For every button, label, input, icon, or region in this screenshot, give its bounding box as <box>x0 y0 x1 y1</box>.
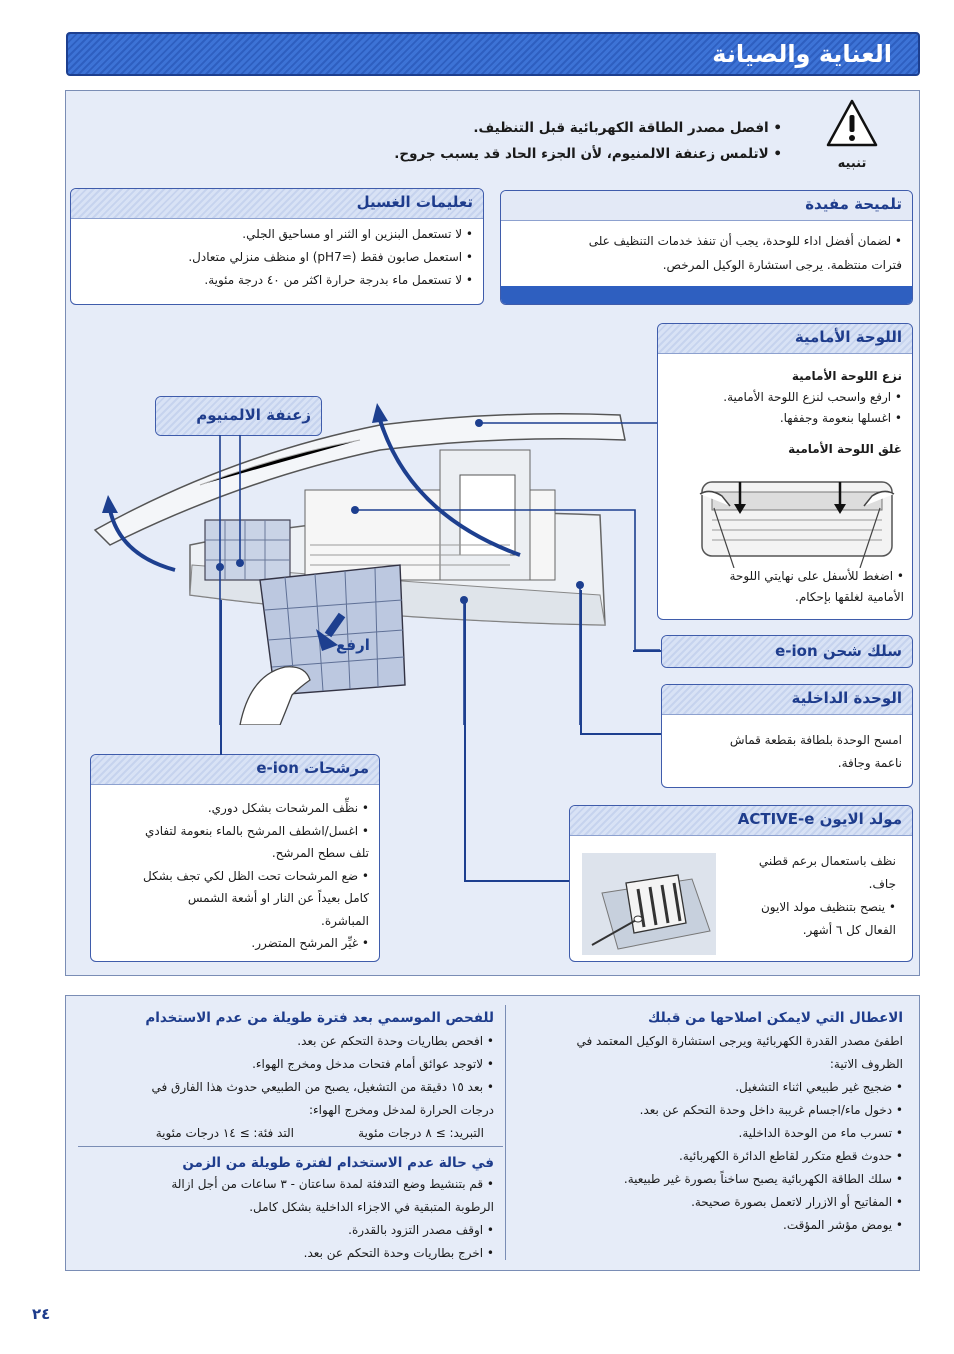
faults-line: الظروف الاتية: <box>829 1057 903 1071</box>
cooling-temp: التبريد: ≥ ٨ درجات مئوية <box>358 1126 484 1140</box>
seasonal-temps-row <box>80 1122 494 1145</box>
caution-line: • افصل مصدر الطاقة الكهربائية قبل التنظيف. <box>473 120 782 136</box>
tip-line: • لضمان أفضل اداء للوحدة، يجب أن تنفذ خدمات التنظيف على <box>588 234 902 248</box>
long-unused-line: • اخرج بطاريات وحدة التحكم عن بعد. <box>303 1246 494 1260</box>
tip-bottom-bar <box>501 286 912 304</box>
close-panel-body <box>658 564 913 608</box>
faults-line: • المفاتيح أو الازرار لاتعمل بصورة صحيحة. <box>691 1195 903 1209</box>
tip-body <box>501 221 912 277</box>
indoor-unit-box <box>661 684 913 788</box>
caution-line: • لاتلمس زعنفة الالمنيوم، لأن الجزء الحاد قد يسبب جروح. <box>394 146 782 162</box>
leader-eion-filters <box>220 600 222 755</box>
page-number: ٢٤ <box>32 1305 51 1323</box>
washing-box <box>70 188 484 305</box>
eion-filters-line: • اغسل/اشطف المرشح بالماء بنعومة لتفادي <box>144 823 369 838</box>
seasonal-section <box>80 1010 494 1145</box>
active-e-line: جاف. <box>868 877 896 891</box>
leader-active-e <box>464 880 569 882</box>
faults-line: • حدوث قطع متكرر لقاطع الدائرة الكهربائية. <box>679 1149 903 1163</box>
remove-panel-subtitle: نزع اللوحة الأمامية <box>791 369 902 383</box>
close-panel-illustration <box>694 474 900 568</box>
washing-line: • استعمل صابون فقط (≃pH7) او منظف منزلي متعادل. <box>188 250 473 264</box>
long-unused-line: الرطوبة المتبقية في الاجزاء الداخلية بشكل كامل. <box>249 1200 494 1214</box>
front-panel-body <box>658 354 912 460</box>
seasonal-line: • لاتوجد عوائق أمام فتحات مدخل ومخرج الهواء. <box>252 1057 494 1071</box>
eion-filters-title: مرشحات e-ion <box>91 755 379 785</box>
leader-end <box>220 755 222 757</box>
close-panel-subtitle: غلق اللوحة الأمامية <box>788 442 902 456</box>
title-bar <box>66 32 920 76</box>
tip-title: تلميحة مفيدة <box>501 191 912 221</box>
washing-line: • لا تستعمل البنزين او الثنر او مساحيق الجلي. <box>242 227 473 241</box>
faults-section <box>515 1010 903 1237</box>
active-e-line: • ينصح بتنظيف مولد الايون <box>760 900 896 914</box>
close-panel-line: الأمامية لغلقها بإحكام. <box>795 590 904 604</box>
remove-panel-line: • ارفع واسحب لنزع اللوحة الأمامية. <box>723 390 902 404</box>
leader-active-e-vertical <box>464 600 466 882</box>
remove-panel-line: • اغسلها بنعومة وجففها. <box>779 411 902 425</box>
heating-temp: التد فئة: ≥ ١٤ درجات مئوية <box>155 1126 294 1140</box>
caution-text <box>300 115 782 167</box>
long-unused-title: في حالة عدم الاستخدام لفترة طويلة من الزمن <box>182 1155 494 1171</box>
bottom-divider-horizontal <box>78 1146 503 1147</box>
indoor-unit-title: الوحدة الداخلية <box>662 685 912 715</box>
faults-line: • يومض مؤشر المؤقت. <box>783 1218 903 1232</box>
aluminium-fin-title: زعنفة الالمنيوم <box>156 397 321 436</box>
washing-line: • لا تستعمل ماء بدرجة حرارة اكثر من ٤٠ درجة مئوية. <box>204 273 473 287</box>
active-e-body <box>720 846 904 942</box>
eion-filters-line: المباشرة. <box>321 913 369 928</box>
eion-filters-line: • نظِّف المرشحات بشكل دوري. <box>207 801 369 815</box>
eion-filters-line: كامل بعيداً عن النار او أشعة الشمس <box>187 891 369 905</box>
seasonal-line: • بعد ١٥ دقيقة من التشغيل، يصبح من الطبيعي حدوث هذا الفارق في <box>151 1080 494 1094</box>
active-e-line: الفعال كل ٦ أشهر. <box>802 923 896 937</box>
active-e-generator-illustration <box>582 853 716 955</box>
active-e-box <box>569 805 913 962</box>
washing-body <box>71 219 483 292</box>
caution-warning-icon <box>825 98 879 148</box>
front-panel-box <box>657 323 913 620</box>
seasonal-body <box>80 1030 494 1145</box>
eion-filters-body <box>91 785 379 955</box>
seasonal-line: • افحص بطاريات وحدة التحكم عن بعد. <box>297 1034 494 1048</box>
faults-body <box>515 1030 903 1237</box>
tip-box <box>500 190 913 305</box>
faults-line: • سلك الطاقة الكهربائية يصبح ساخناً بصورة غير طبيعية. <box>623 1172 903 1186</box>
seasonal-line: درجات الحرارة لمدخل ومخرج الهواء: <box>308 1103 494 1117</box>
indoor-unit-line: امسح الوحدة بلطافة بقطعة قماش <box>729 733 902 747</box>
eion-wire-title: سلك شحن e-ion <box>662 636 912 668</box>
faults-line: • دخول ماء/اجسام غريبة داخل وحدة التحكم عن بعد. <box>639 1103 903 1117</box>
leader-eion-wire <box>633 650 661 652</box>
active-e-title: مولد الايون ACTIVE-e <box>570 806 912 836</box>
faults-line: اطفئ مصدر القدرة الكهربائية ويرجى استشارة الوكيل المعتمد في <box>576 1034 903 1048</box>
indoor-unit-body <box>662 715 912 775</box>
tip-line: فترات منتظمة. يرجى استشارة الوكيل المرخص. <box>662 258 902 272</box>
indoor-unit-line: ناعمة وجافة. <box>837 756 902 770</box>
lift-label: ارفع <box>336 636 370 654</box>
faults-line: • تسرب ماء من الوحدة الداخلية. <box>738 1126 903 1140</box>
faults-title: الاعطال التي لايمكن اصلاحها من قبلك <box>648 1010 903 1026</box>
seasonal-title: للفحص الموسمي بعد فترة طويلة من عدم الاستخدام <box>145 1010 494 1026</box>
eion-filters-line: تلف سطح المرشح. <box>271 846 369 860</box>
eion-filters-box <box>90 754 380 962</box>
long-unused-line: • اوقف مصدر التزود بالقدرة. <box>348 1223 494 1237</box>
long-unused-body <box>80 1173 494 1265</box>
close-panel-line: • اضغط للأسفل على نهايتي اللوحة <box>729 569 904 583</box>
air-conditioner-illustration <box>80 395 660 725</box>
page-title: العناية والصيانة <box>712 40 892 68</box>
front-panel-title: اللوحة الأمامية <box>658 324 912 354</box>
active-e-line: نظف باستعمال برعم قطني <box>758 854 896 868</box>
eion-wire-box <box>661 635 913 668</box>
bottom-divider-vertical <box>505 1005 506 1260</box>
long-unused-section <box>80 1155 494 1265</box>
washing-title: تعليمات الغسيل <box>71 189 483 219</box>
faults-line: • ضجيج غير طبيعي اثناء التشغيل. <box>735 1080 903 1094</box>
eion-filters-line: • ضع المرشحات تحت الظل لكي تجف بشكل <box>142 868 369 883</box>
eion-filters-line: • غيِّر المرشح المتضرر. <box>251 936 369 950</box>
caution-label: تنبيه <box>837 156 867 171</box>
leader-indoor-unit <box>580 733 661 735</box>
leader-indoor-vertical <box>580 590 582 735</box>
long-unused-line: • قم بتنشيط وضع التدفئة لمدة ساعتان - ٣ ساعات من أجل ازالة <box>171 1177 494 1191</box>
